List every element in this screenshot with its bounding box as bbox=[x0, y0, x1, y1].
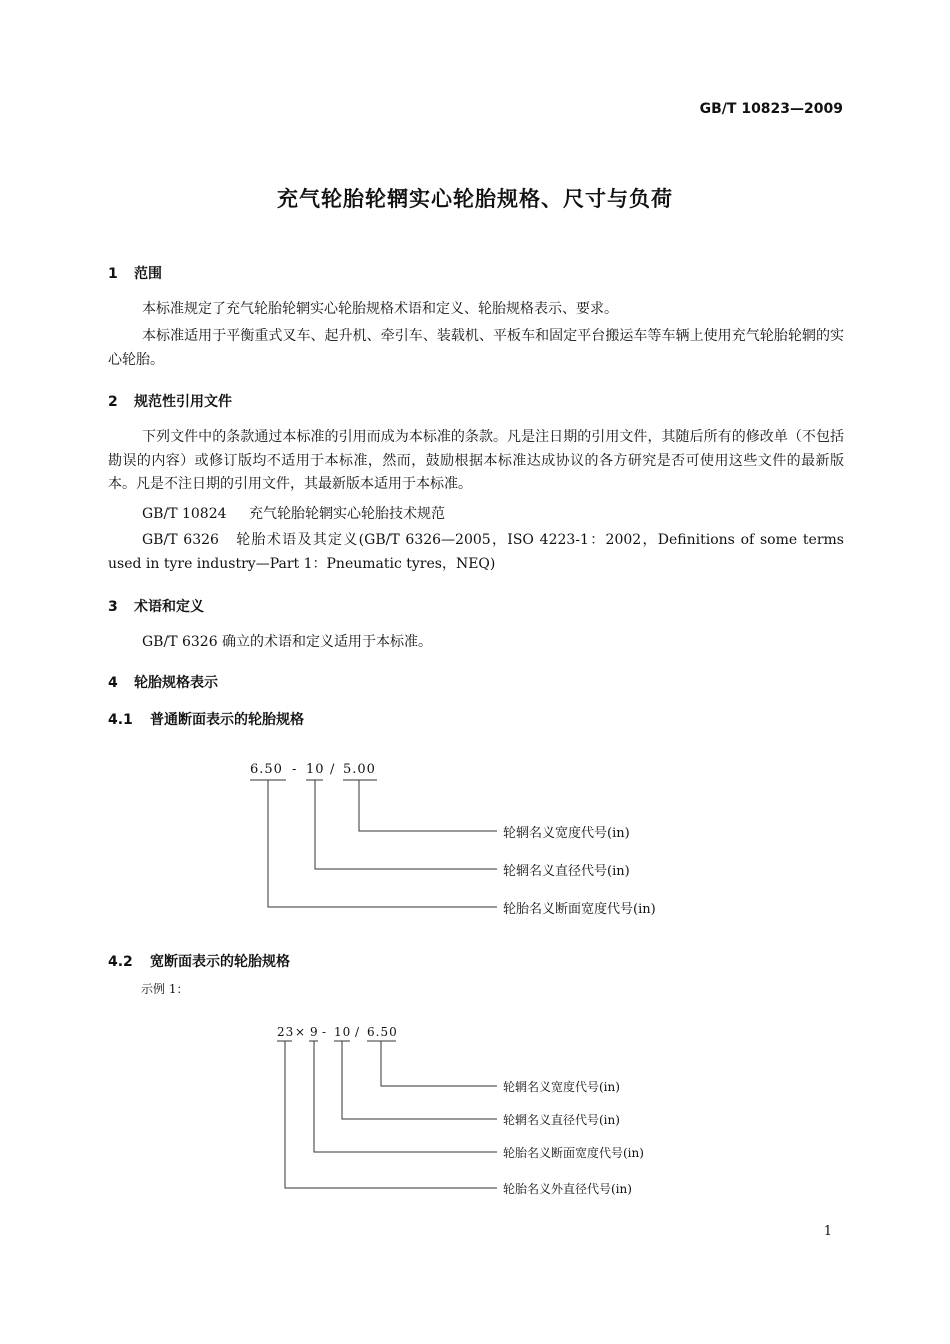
spec-separator-dash: - bbox=[322, 1025, 328, 1039]
document-title: 充气轮胎轮辋实心轮胎规格、尺寸与负荷 bbox=[277, 187, 673, 211]
section-title: 轮胎规格表示 bbox=[134, 675, 218, 691]
label-outer-diameter: 轮胎名义外直径代号(in) bbox=[503, 1182, 632, 1196]
spec-separator-dash: - bbox=[292, 762, 298, 777]
spec-rim-diameter: 10 bbox=[306, 762, 325, 777]
section-number: 4.1 bbox=[108, 712, 133, 728]
example-label: 示例 1： bbox=[141, 982, 189, 996]
label-rim-diameter: 轮辋名义直径代号(in) bbox=[503, 1113, 620, 1127]
section-2-paragraph-1: 下列文件中的条款通过本标准的引用而成为本标准的条款。凡是注日期的引用文件，其随后所有的修改单（不包括勘误的内容）或修订版均不适用于本标准，然而，鼓励根据本标准达成协议的各方研究是否可使用这些文件的最新版本。凡是不注日期的引用文件，其最新版本适用于本标准。 bbox=[108, 429, 844, 492]
section-number: 1 bbox=[108, 266, 118, 282]
spec-rim-width: 5.00 bbox=[343, 762, 376, 777]
section-title: 规范性引用文件 bbox=[134, 394, 232, 410]
label-rim-width: 轮辋名义宽度代号(in) bbox=[503, 826, 630, 841]
reference-code: GB/T 10824 bbox=[142, 506, 227, 522]
section-number: 2 bbox=[108, 394, 118, 410]
section-number: 3 bbox=[108, 599, 118, 615]
section-3-paragraph-1: GB/T 6326 确立的术语和定义适用于本标准。 bbox=[142, 634, 433, 650]
section-1-paragraph-2: 本标准适用于平衡重式叉车、起升机、牵引车、装载机、平板车和固定平台搬运车等车辆上使用充气轮胎轮辋的实心轮胎。 bbox=[108, 328, 844, 368]
reference-code: GB/T 6326 bbox=[142, 532, 219, 548]
spec-separator-slash: / bbox=[355, 1025, 361, 1039]
section-number: 4 bbox=[108, 675, 118, 691]
section-title: 范围 bbox=[134, 266, 162, 282]
section-title: 术语和定义 bbox=[134, 599, 204, 615]
spec-outer-diameter: 23 bbox=[277, 1025, 295, 1039]
label-rim-width: 轮辋名义宽度代号(in) bbox=[503, 1080, 620, 1094]
spec-separator-times: × bbox=[295, 1025, 307, 1039]
spec-section-width: 9 bbox=[310, 1025, 319, 1039]
section-title: 宽断面表示的轮胎规格 bbox=[150, 954, 290, 970]
reference-title: 充气轮胎轮辋实心轮胎技术规范 bbox=[249, 506, 445, 522]
spec-rim-width: 6.50 bbox=[367, 1025, 398, 1039]
section-number: 4.2 bbox=[108, 954, 133, 970]
spec-section-width: 6.50 bbox=[250, 762, 283, 777]
label-section-width: 轮胎名义断面宽度代号(in) bbox=[503, 902, 656, 917]
spec-separator-slash: / bbox=[330, 762, 336, 777]
page-number: 1 bbox=[823, 1224, 832, 1239]
label-section-width: 轮胎名义断面宽度代号(in) bbox=[503, 1146, 644, 1160]
section-title: 普通断面表示的轮胎规格 bbox=[150, 712, 304, 728]
label-rim-diameter: 轮辋名义直径代号(in) bbox=[503, 864, 630, 879]
spec-rim-diameter: 10 bbox=[334, 1025, 352, 1039]
section-1-paragraph-1: 本标准规定了充气轮胎轮辋实心轮胎规格术语和定义、轮胎规格表示、要求。 bbox=[142, 301, 618, 317]
reference-title: 轮胎术语及其定义(GB/T 6326—2005，ISO 4223-1：2002，Definitions of some terms used in tyre industry—Part 1：Pneumatic tyres，NEQ) bbox=[108, 532, 844, 572]
standard-code: GB/T 10823—2009 bbox=[699, 101, 843, 117]
